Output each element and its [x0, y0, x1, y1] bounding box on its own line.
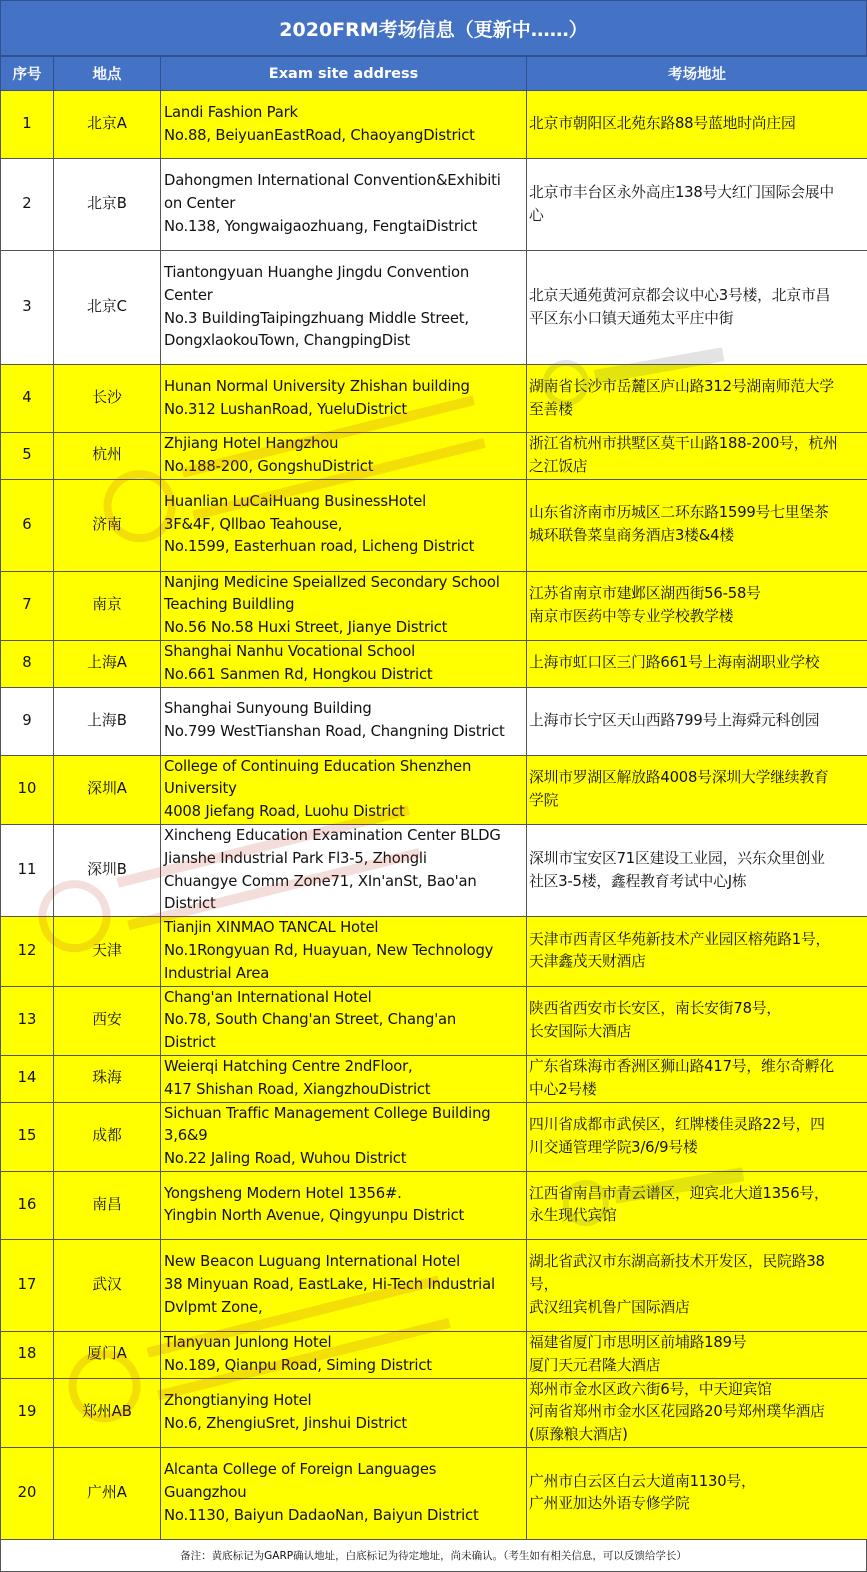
address-cn-line: 平区东小口镇天通苑太平庄中街 [529, 308, 865, 331]
row-city: 成都 [54, 1102, 161, 1171]
address-en-line: District [164, 893, 524, 916]
table-row [1, 91, 867, 159]
row-city: 天津 [54, 917, 161, 986]
row-index: 13 [1, 986, 54, 1055]
row-city: 西安 [54, 986, 161, 1055]
address-cn-line: 广州市白云区白云大道南1130号， [529, 1471, 865, 1494]
address-en-line: No.799 WestTianshan Road, Changning District [164, 721, 524, 744]
address-en-line: Yongsheng Modern Hotel 1356#. [164, 1183, 524, 1206]
row-city: 北京C [54, 251, 161, 365]
row-address-cn [527, 1378, 867, 1447]
row-city: 深圳A [54, 755, 161, 824]
row-address-en [161, 917, 527, 986]
header-index: 序号 [1, 57, 54, 91]
address-en-line: Tlanyuan Junlong Hotel [164, 1332, 524, 1355]
sheet-title: 2020FRM考场信息（更新中……） [0, 0, 867, 56]
address-en-line: No.1130, Baiyun DadaoNan, Baiyun District [164, 1505, 524, 1528]
table-row [1, 824, 867, 916]
row-address-en [161, 159, 527, 251]
row-address-cn [527, 986, 867, 1055]
table-header-row [1, 57, 867, 91]
address-cn-line: 深圳市罗湖区解放路4008号深圳大学继续教育 [529, 767, 865, 790]
row-address-cn [527, 159, 867, 251]
row-index: 1 [1, 91, 54, 159]
row-address-en [161, 1239, 527, 1331]
address-en-line: No.189, Qianpu Road, Siming District [164, 1355, 524, 1378]
address-cn-line: 江苏省南京市建邺区湖西街56-58号 [529, 583, 865, 606]
row-address-en [161, 755, 527, 824]
row-index: 5 [1, 433, 54, 480]
row-index: 15 [1, 1102, 54, 1171]
row-city: 上海B [54, 687, 161, 755]
row-address-cn [527, 1102, 867, 1171]
table-row [1, 755, 867, 824]
address-en-line: Center [164, 285, 524, 308]
table-row [1, 571, 867, 640]
address-cn-line: 浙江省杭州市拱墅区莫干山路188-200号，杭州 [529, 433, 865, 456]
row-index: 10 [1, 755, 54, 824]
row-city: 南昌 [54, 1171, 161, 1239]
address-en-line: Weierqi Hatching Centre 2ndFloor, [164, 1056, 524, 1079]
address-cn-line: 天津市西青区华苑新技术产业园区榕苑路1号， [529, 929, 865, 952]
address-cn-line: 福建省厦门市思明区前埔路189号 [529, 1332, 865, 1355]
address-cn-line: 武汉纽宾机鲁广国际酒店 [529, 1297, 865, 1320]
address-en-line: Zhongtianying Hotel [164, 1390, 524, 1413]
row-address-en [161, 1055, 527, 1102]
address-en-line: Guangzhou [164, 1482, 524, 1505]
row-address-en [161, 640, 527, 687]
footnote: 备注：黄底标记为GARP确认地址，白底标记为待定地址，尚未确认。（考生如有相关信息，可以反馈给学长） [0, 1540, 867, 1572]
row-address-cn [527, 1331, 867, 1378]
address-en-line: No.138, Yongwaigaozhuang, FengtaiDistrict [164, 216, 524, 239]
row-address-en [161, 1171, 527, 1239]
row-city: 广州A [54, 1447, 161, 1539]
table-row [1, 1447, 867, 1539]
table-row [1, 986, 867, 1055]
row-address-en [161, 1102, 527, 1171]
address-en-line: 3F&4F, Qllbao Teahouse, [164, 514, 524, 537]
address-en-line: Chuangye Comm Zone71, XIn'anSt, Bao'an [164, 871, 524, 894]
address-en-line: 417 Shishan Road, XiangzhouDistrict [164, 1079, 524, 1102]
address-cn-line: 四川省成都市武侯区，红牌楼佳灵路22号，四 [529, 1114, 865, 1137]
address-cn-line: 社区3-5楼，鑫程教育考试中心J栋 [529, 871, 865, 894]
address-en-line: No.188-200, GongshuDistrict [164, 456, 524, 479]
address-en-line: Hunan Normal University Zhishan building [164, 376, 524, 399]
row-address-en [161, 986, 527, 1055]
row-index: 3 [1, 251, 54, 365]
address-en-line: College of Continuing Education Shenzhen [164, 756, 524, 779]
address-cn-line: 山东省济南市历城区二环东路1599号七里堡茶 [529, 502, 865, 525]
address-en-line: No.3 BuildingTaipingzhuang Middle Street, [164, 308, 524, 331]
row-index: 20 [1, 1447, 54, 1539]
row-city: 北京B [54, 159, 161, 251]
address-en-line: No.1Rongyuan Rd, Huayuan, New Technology [164, 940, 524, 963]
address-en-line: Dvlpmt Zone, [164, 1297, 524, 1320]
address-cn-line: 陕西省西安市长安区，南长安街78号， [529, 998, 865, 1021]
address-cn-line: 厦门天元君隆大酒店 [529, 1355, 865, 1378]
address-en-line: Tiantongyuan Huanghe Jingdu Convention [164, 262, 524, 285]
address-en-line: No.1599, Easterhuan road, Licheng District [164, 536, 524, 559]
row-address-cn [527, 917, 867, 986]
address-cn-line: 广州亚加达外语专修学院 [529, 1493, 865, 1516]
address-cn-line: 北京天通苑黄河京都会议中心3号楼，北京市昌 [529, 285, 865, 308]
address-cn-line: 北京市朝阳区北苑东路88号蓝地时尚庄园 [529, 113, 865, 136]
address-en-line: Zhjiang Hotel Hangzhou [164, 433, 524, 456]
address-cn-line: 郑州市金水区政六街6号，中天迎宾馆 [529, 1379, 865, 1402]
address-en-line: Shanghai Nanhu Vocational School [164, 641, 524, 664]
address-en-line: Chang'an International Hotel [164, 987, 524, 1010]
address-en-line: Alcanta College of Foreign Languages [164, 1459, 524, 1482]
address-cn-line: 河南省郑州市金水区花园路20号郑州璞华酒店 [529, 1401, 865, 1424]
row-address-en [161, 251, 527, 365]
row-index: 19 [1, 1378, 54, 1447]
row-index: 14 [1, 1055, 54, 1102]
table-row [1, 479, 867, 571]
row-address-en [161, 479, 527, 571]
table-row [1, 159, 867, 251]
address-en-line: New Beacon Luguang International Hotel [164, 1251, 524, 1274]
row-address-en [161, 824, 527, 916]
address-cn-line: (原豫粮大酒店) [529, 1424, 865, 1447]
row-address-en [161, 1447, 527, 1539]
row-address-en [161, 433, 527, 480]
row-index: 16 [1, 1171, 54, 1239]
table-row [1, 1171, 867, 1239]
table-row [1, 687, 867, 755]
table-row [1, 917, 867, 986]
row-city: 郑州AB [54, 1378, 161, 1447]
row-city: 深圳B [54, 824, 161, 916]
table-row [1, 365, 867, 433]
address-cn-line: 号， [529, 1274, 865, 1297]
row-address-cn [527, 571, 867, 640]
row-address-cn [527, 479, 867, 571]
row-address-cn [527, 640, 867, 687]
address-cn-line: 之江饭店 [529, 456, 865, 479]
row-address-cn [527, 755, 867, 824]
row-address-en [161, 1331, 527, 1378]
address-cn-line: 江西省南昌市青云谱区，迎宾北大道1356号， [529, 1183, 865, 1206]
address-cn-line: 广东省珠海市香洲区狮山路417号，维尔奇孵化 [529, 1056, 865, 1079]
table-row [1, 1102, 867, 1171]
address-en-line: District [164, 1032, 524, 1055]
row-index: 4 [1, 365, 54, 433]
row-address-en [161, 365, 527, 433]
row-city: 北京A [54, 91, 161, 159]
address-cn-line: 至善楼 [529, 399, 865, 422]
address-cn-line: 川交通管理学院3/6/9号楼 [529, 1137, 865, 1160]
row-city: 长沙 [54, 365, 161, 433]
table-row [1, 1239, 867, 1331]
row-index: 9 [1, 687, 54, 755]
address-cn-line: 永生现代宾馆 [529, 1205, 865, 1228]
address-cn-line: 北京市丰台区永外高庄138号大红门国际会展中 [529, 182, 865, 205]
address-en-line: No.88, BeiyuanEastRoad, ChaoyangDistrict [164, 125, 524, 148]
address-cn-line: 心 [529, 205, 865, 228]
address-en-line: Teaching Buildling [164, 594, 524, 617]
row-city: 济南 [54, 479, 161, 571]
row-address-cn [527, 251, 867, 365]
address-en-line: Dahongmen International Convention&Exhibiti [164, 170, 524, 193]
row-index: 7 [1, 571, 54, 640]
address-cn-line: 中心2号楼 [529, 1079, 865, 1102]
address-en-line: Yingbin North Avenue, Qingyunpu District [164, 1205, 524, 1228]
row-index: 2 [1, 159, 54, 251]
table-row [1, 640, 867, 687]
address-en-line: No.56 No.58 Huxi Street, Jianye District [164, 617, 524, 640]
address-en-line: 38 Minyuan Road, EastLake, Hi-Tech Industrial [164, 1274, 524, 1297]
table-body [1, 91, 867, 1540]
row-address-en [161, 571, 527, 640]
address-en-line: No.312 LushanRoad, YueluDistrict [164, 399, 524, 422]
table-row [1, 1378, 867, 1447]
row-address-cn [527, 91, 867, 159]
address-en-line: No.78, South Chang'an Street, Chang'an [164, 1009, 524, 1032]
address-en-line: Nanjing Medicine Speiallzed Secondary School [164, 572, 524, 595]
row-index: 11 [1, 824, 54, 916]
table-row [1, 251, 867, 365]
row-address-cn [527, 1447, 867, 1539]
row-index: 12 [1, 917, 54, 986]
address-cn-line: 城环联鲁菜皇商务酒店3楼&4楼 [529, 525, 865, 548]
row-city: 杭州 [54, 433, 161, 480]
row-address-cn [527, 433, 867, 480]
row-index: 6 [1, 479, 54, 571]
address-en-line: 3,6&9 [164, 1125, 524, 1148]
row-address-cn [527, 687, 867, 755]
row-city: 武汉 [54, 1239, 161, 1331]
address-cn-line: 上海市虹口区三门路661号上海南湖职业学校 [529, 652, 865, 675]
table-row [1, 433, 867, 480]
address-en-line: Huanlian LuCaiHuang BusinessHotel [164, 491, 524, 514]
address-en-line: on Center [164, 193, 524, 216]
row-address-cn [527, 1239, 867, 1331]
address-en-line: DongxlaokouTown, ChangpingDist [164, 330, 524, 353]
row-address-en [161, 687, 527, 755]
address-en-line: University [164, 778, 524, 801]
exam-site-table [0, 56, 867, 1540]
address-cn-line: 学院 [529, 790, 865, 813]
address-cn-line: 深圳市宝安区71区建设工业园，兴东众里创业 [529, 848, 865, 871]
header-address-en: Exam site address [161, 57, 527, 91]
header-city: 地点 [54, 57, 161, 91]
table-row [1, 1055, 867, 1102]
address-cn-line: 南京市医药中等专业学校教学楼 [529, 606, 865, 629]
address-en-line: Industrial Area [164, 963, 524, 986]
address-en-line: Tianjin XINMAO TANCAL Hotel [164, 917, 524, 940]
address-en-line: Xincheng Education Examination Center BLDG [164, 825, 524, 848]
row-index: 8 [1, 640, 54, 687]
address-en-line: Jianshe Industrial Park Fl3-5, Zhongli [164, 848, 524, 871]
table-row [1, 1331, 867, 1378]
address-en-line: 4008 Jiefang Road, Luohu District [164, 801, 524, 824]
row-city: 上海A [54, 640, 161, 687]
row-index: 17 [1, 1239, 54, 1331]
row-address-cn [527, 824, 867, 916]
address-cn-line: 上海市长宁区天山西路799号上海舜元科创园 [529, 710, 865, 733]
row-city: 南京 [54, 571, 161, 640]
address-cn-line: 湖北省武汉市东湖高新技术开发区，民院路38 [529, 1251, 865, 1274]
address-cn-line: 湖南省长沙市岳麓区庐山路312号湖南师范大学 [529, 376, 865, 399]
row-address-cn [527, 1171, 867, 1239]
row-address-cn [527, 365, 867, 433]
header-address-cn: 考场地址 [527, 57, 867, 91]
address-en-line: No.6, ZhengiuSret, Jinshui District [164, 1413, 524, 1436]
address-en-line: Landi Fashion Park [164, 102, 524, 125]
row-city: 厦门A [54, 1331, 161, 1378]
address-en-line: No.661 Sanmen Rd, Hongkou District [164, 664, 524, 687]
row-index: 18 [1, 1331, 54, 1378]
address-en-line: No.22 Jaling Road, Wuhou District [164, 1148, 524, 1171]
address-cn-line: 天津鑫茂天财酒店 [529, 951, 865, 974]
address-en-line: Shanghai Sunyoung Building [164, 698, 524, 721]
address-cn-line: 长安国际大酒店 [529, 1021, 865, 1044]
row-address-cn [527, 1055, 867, 1102]
address-en-line: Sichuan Traffic Management College Building [164, 1103, 524, 1126]
row-city: 珠海 [54, 1055, 161, 1102]
row-address-en [161, 91, 527, 159]
row-address-en [161, 1378, 527, 1447]
